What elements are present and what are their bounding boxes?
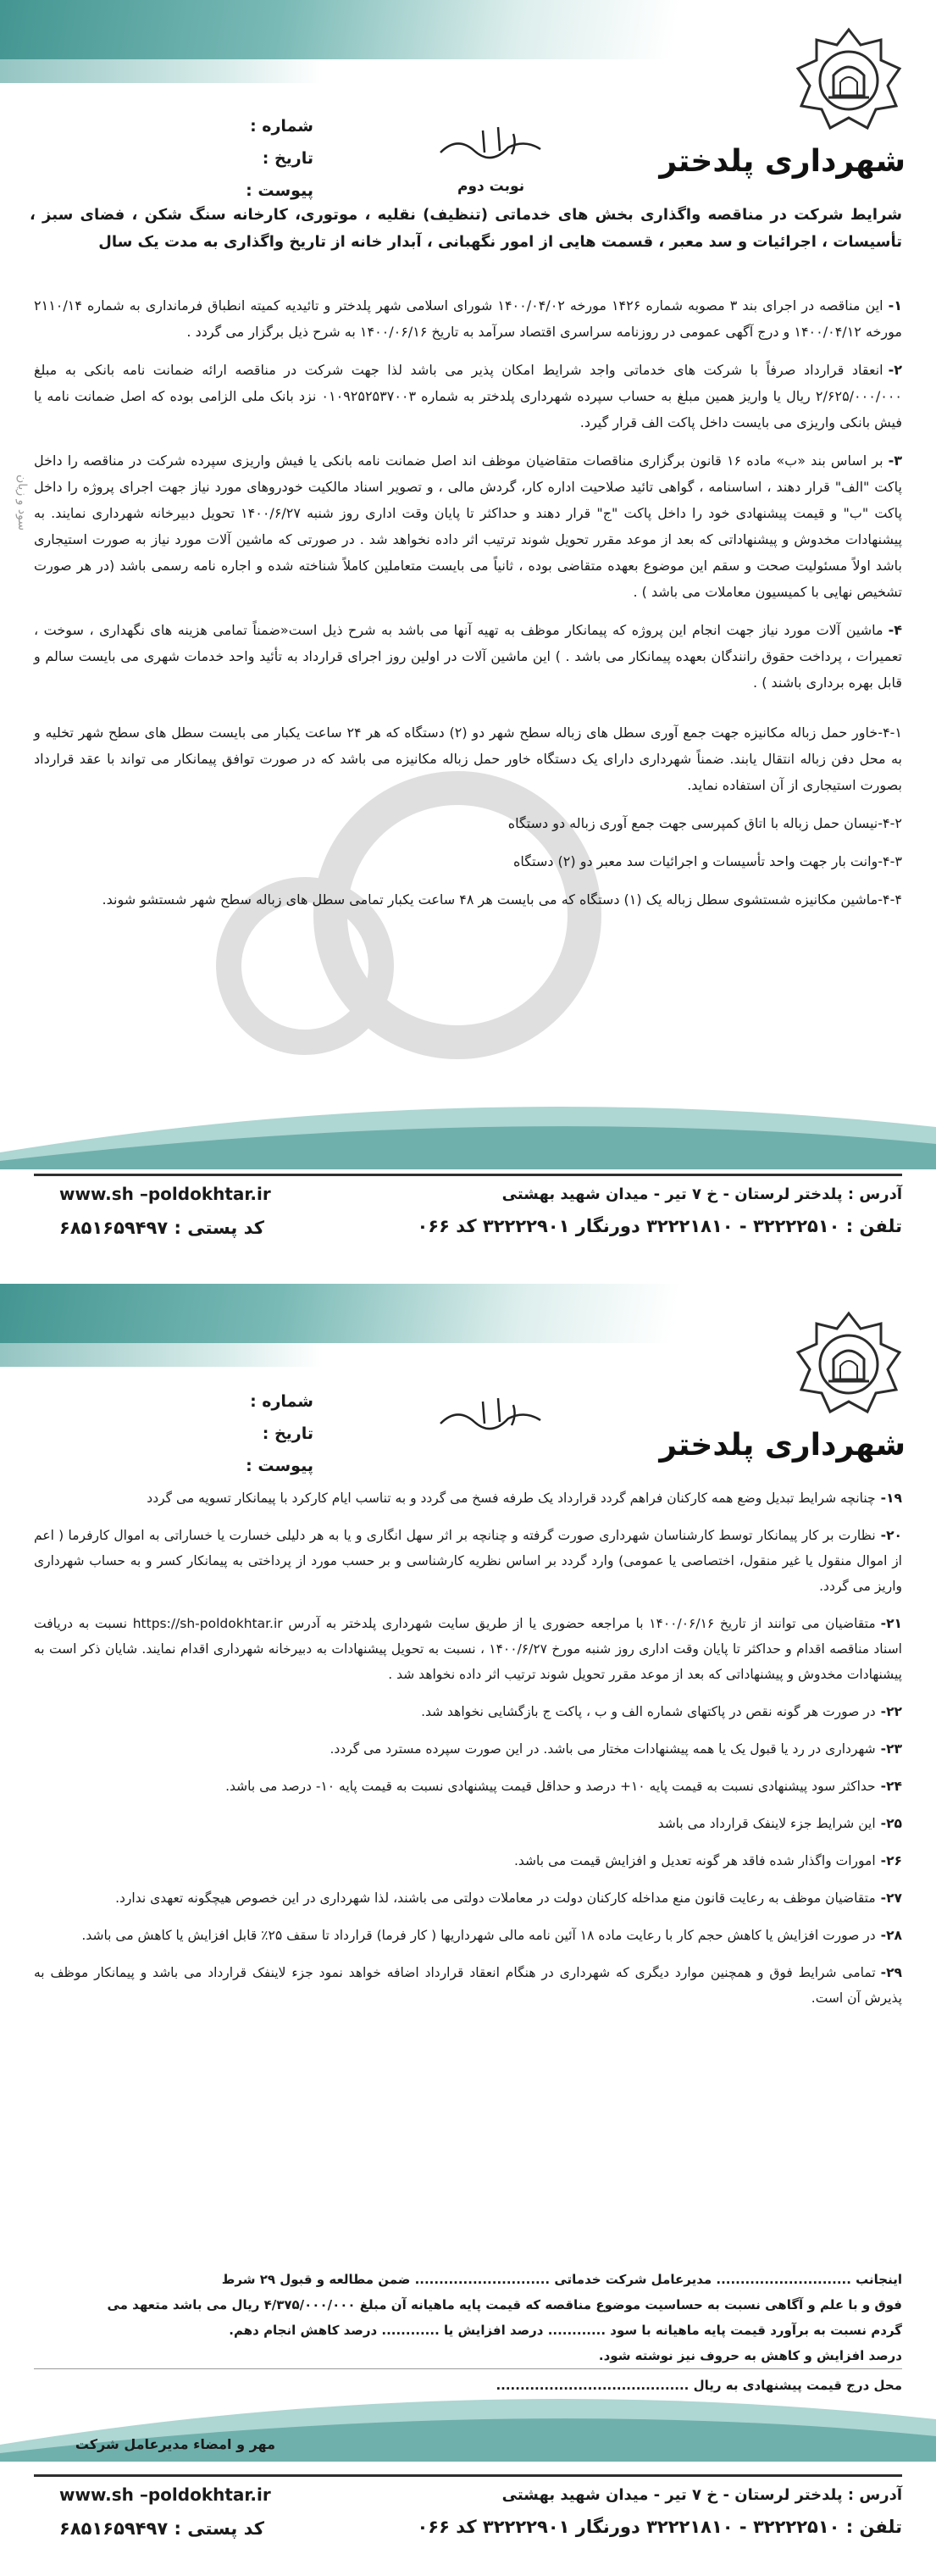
header-band-accent — [0, 1343, 322, 1367]
clause: ۴-ماشین آلات مورد نیاز جهت انجام این پروژه که پیمانکار موظف به تهیه آنها می باشد به شرح ذیل است«ضمناً تمامی هزینه های نگهداری ، سوخت ، تعمیرات ، پرداخت حقوق رانندگان بعهده پیمانکار می باشد . ) این ماشین آلات در اولین روز اجرای قرارداد به تأئید واحد خدمات شهری می بایست سالم و قابل بهره برداری باشند ) . — [34, 622, 902, 691]
org-name: شهرداری پلدختر — [659, 144, 906, 179]
clause: ۲۰-نظارت بر کار پیمانکار توسط کارشناسان شهرداری صورت گرفته و چنانچه بر اثر سهل انگاری و یا به هر دلیلی خسارت یا خساراتی به اموال کارفرما ( اعم از اموال منقول یا غیر منقول، اختصاصی یا عمومی) وارد گردد بر اساس نظریه کارشناسی و بر حسب مورد از پرداختی به پیمانکار کسر و به حساب شهرداری واریز می گردد. — [34, 1528, 902, 1594]
clause: ۲۵-این شرایط جزء لاینفک قرارداد می باشد — [657, 1816, 902, 1831]
attachment-label: پیوست : — [246, 181, 313, 200]
sub-clause: ۴-۳-وانت بار جهت واحد تأسیسات و اجرائیات سد معبر دو (۲) دستگاه — [513, 853, 902, 869]
sub-clause: ۴-۱-خاور حمل زباله مکانیزه جهت جمع آوری سطل های زباله سطح شهر دو (۲) دستگاه که هر ۲۴ ساعت یکبار می بایست سطل های سطح شهر تخلیه و به محل دفن زباله انتقال یابند. ضمناً شهرداری دارای یک دستگاه خاور حمل زباله مکانیزه می باشد که در صورت توافق پیمانکار می تواند با عقد قرارداد بصورت استیجاری از آن استفاده نماید. — [34, 724, 903, 793]
clause: ۲۸-در صورت افزایش یا کاهش حجم کار با رعایت ماده ۱۸ آئین نامه مالی شهرداریها ( کار فرما) قرارداد تا سقف ۲۵٪ قابل افزایش یا کاهش می باشد. — [81, 1928, 902, 1943]
clause: ۲۷-متقاضیان موظف به رعایت قانون منع مداخله کارکنان دولت در معاملات دولتی می باشند، لذا شهرداری در این خصوص هیچگونه تعهدی ندارد. — [115, 1890, 902, 1906]
org-name: شهرداری پلدختر — [659, 1428, 906, 1463]
footer — [0, 1174, 936, 1267]
footer — [0, 2474, 936, 2568]
clause: ۲۱-متقاضیان می توانند از تاریخ ۱۴۰۰/۰۶/۱۶ با مراجعه حضوری یا از طریق سایت شهرداری پلدختر به آدرس https://sh-poldokhtar.ir نسبت به دریافت اسناد مناقصه اقدام و حداکثر تا پایان وقت اداری روز شنبه مورخ ۱۴۰۰/۶/۲۷ ، نسبت به تحویل پیشنهادات به دبیرخانه شهرداری اقدام نمایند. شایان ذکر است به پیشنهادات مخدوش و پیشنهاداتی که بعد از موعد مقرر تحویل شوند ترتیب اثر داده نخواهد شد . — [34, 1616, 903, 1682]
clause: ۲۲-در صورت هر گونه نقص در پاکتهای شماره الف و ب ، پاکت ج بازگشایی نخواهد شد. — [421, 1704, 902, 1719]
number-label: شماره : — [250, 117, 313, 136]
clause: ۱۹-چنانچه شرایط تبدیل وضع همه کارکنان فراهم گردد قرارداد یک طرفه فسخ می گردد و به تناسب ایام کارکرد با پیمانکار تسویه می گردد — [147, 1491, 902, 1506]
footer-address: آدرس : پلدختر لرستان - خ ۷ تیر - میدان شهید بهشتی — [501, 1185, 902, 1203]
proposed-price-line: محل درج قیمت پیشنهادی به ریال ........................................ — [496, 2378, 902, 2393]
clause: ۱-این مناقصه در اجرای بند ۳ مصوبه شماره ۱۴۲۶ مورخه ۱۴۰۰/۰۴/۰۲ شورای اسلامی شهر پلدختر و تائیدیه کمیته انطباق فرمانداری به شماره ۲۱۱۰/۱۴ مورخه ۱۴۰۰/۰۴/۱۲ و درج آگهی عمومی در روزنامه سراسری اقتصاد سرآمد به تاریخ ۱۴۰۰/۰۶/۱۶ به شرح ذیل برگزار می گردد . — [34, 297, 903, 340]
clauses-page-1 — [34, 292, 902, 924]
document-page-2 — [0, 1284, 936, 2576]
footer-swoosh — [0, 1093, 936, 1169]
footer-website[interactable]: www.sh –poldokhtar.ir — [59, 2484, 271, 2505]
tender-title: شرایط شرکت در مناقصه واگذاری بخش های خدماتی (تنظیف) نقلیه ، موتوری، کارخانه سنگ شکن ، فضای سبز ، تأسیسات ، اجرائیات و سد معبر ، قسمت هایی از امور نگهبانی ، آبدار خانه از تاریخ واگذاری به مدت یک سال — [30, 206, 902, 251]
acceptance-line: درصد افزایش و کاهش به حروف نیز نوشته شود. — [34, 2343, 902, 2369]
attachment-label: پیوست : — [246, 1457, 313, 1475]
acceptance-block — [34, 2267, 902, 2398]
footer-website[interactable]: www.sh –poldokhtar.ir — [59, 1184, 271, 1204]
municipality-logo-icon — [794, 1309, 904, 1419]
round-label: نوبت دوم — [457, 178, 525, 195]
sub-clause: ۴-۴-ماشین مکانیزه شستشوی سطل زباله یک (۱) دستگاه که می بایست هر ۴۸ ساعت یکبار تمامی سطل های زباله سطح شهر شستشو شوند. — [102, 891, 902, 908]
clause: ۲۶-امورات واگذار شده فاقد هر گونه تعدیل و افزایش قیمت می باشد. — [513, 1853, 902, 1868]
acceptance-line: اینجانب ............................ مدیرعامل شرکت خدماتی ............................ ضمن مطالعه و قبول ۲۹ شرط — [221, 2272, 902, 2287]
municipality-logo-icon — [794, 25, 904, 136]
clause: ۲۳-شهرداری در رد یا قبول یک یا همه پیشنهادات مختار می باشد. در این صورت سپرده مسترد می گردد. — [330, 1741, 902, 1757]
header-band-accent — [0, 59, 322, 83]
footer-divider — [34, 1174, 902, 1176]
letter-meta — [195, 1385, 313, 1482]
footer-postal-code: کد پستی : ۶۸۵۱۶۵۹۴۹۷ — [59, 1218, 264, 1238]
acceptance-line: فوق و با علم و آگاهی نسبت به حساسیت موضوع مناقصه که قیمت پایه ماهیانه آن مبلغ ۴/۳۷۵/۰۰۰/۰۰۰ ریال می باشد متعهد می — [107, 2297, 902, 2312]
date-label: تاریخ : — [262, 149, 313, 168]
signature-label: مهر و امضاء مدیرعامل شرکت — [75, 2436, 275, 2452]
date-label: تاریخ : — [262, 1424, 313, 1443]
footer-phone: تلفن : ۳۲۲۲۲۵۱۰ - ۳۲۲۲۱۸۱۰ دورنگار ۳۲۲۲۲۹۰۱ کد ۰۶۶ — [417, 2517, 902, 2537]
basmala-calligraphy — [432, 1390, 551, 1441]
clauses-page-2 — [34, 1485, 902, 2023]
footer-phone: تلفن : ۳۲۲۲۲۵۱۰ - ۳۲۲۲۱۸۱۰ دورنگار ۳۲۲۲۲۹۰۱ کد ۰۶۶ — [417, 1216, 902, 1236]
document-page-1 — [0, 0, 936, 1271]
letter-meta — [195, 110, 313, 207]
sub-clause: ۴-۲-نیسان حمل زباله با اتاق کمپرسی جهت جمع آوری زباله دو دستگاه — [507, 815, 902, 831]
footer-divider — [34, 2474, 902, 2477]
clause: ۲۹-تمامی شرایط فوق و همچنین موارد دیگری که شهرداری در هنگام انعقاد قرارداد اضافه خواهد نمود جزء لاینفک قرارداد می باشد و پیمانکار موظف به پذیرش آن است. — [34, 1965, 902, 2006]
clause: ۳-بر اساس بند «ب» ماده ۱۶ قانون برگزاری مناقصات متقاضیان موظف اند اصل ضمانت نامه بانکی یا فیش واریزی سپرده شرکت در مناقصه را داخل پاکت "الف" قرار دهند ، اساسنامه ، گواهی تائید صلاحیت اداره کار، گردش مالی ، و تصویر اسناد مالکیت خودروهای مورد نیاز جهت اجرای پروژه را داخل پاکت "ب" و قیمت پیشنهادی خود را داخل پاکت "ج" قرار دهند و حداکثر تا پایان وقت اداری روز شنبه ۱۴۰۰/۶/۲۷ تحویل دبیرخانه شهرداری نمایند. به پیشنهادات مخدوش و پیشنهاداتی که بعد از موعد مقرر تحویل شوند ترتیب اثر داده نخواهد شد . در صورتی که ماشین آلات مورد نیاز به صورت استیجاری باشد اولاً مسئولیت صحت و سقم این موضوع بعهده متقاضی بوده ، ثانیاً می بایست متعاملین کاملاً شناخته شده و اجاره نامه رسمی باشد (در هر صورت تشخیص نهایی با کمیسیون معاملات می باشد ) . — [34, 452, 902, 600]
number-label: شماره : — [250, 1392, 313, 1411]
clause: ۲۴-حداکثر سود پیشنهادی نسبت به قیمت پایه ۱۰+ درصد و حداقل قیمت پیشنهادی نسبت به قیمت پایه ۱۰- درصد می باشد. — [225, 1779, 902, 1794]
footer-address: آدرس : پلدختر لرستان - خ ۷ تیر - میدان شهید بهشتی — [501, 2486, 902, 2504]
clause: ۲-انعقاد قرارداد صرفاً با شرکت های خدماتی واجد شرایط امکان پذیر می باشد لذا جهت شرکت در مناقصه ارائه ضمانت نامه بانکی به مبلغ ۲/۶۲۵/۰۰۰/۰۰۰ ریال یا واریز همین مبلغ به حساب سپرده شهرداری پلدختر به شماره ۰۱۰۹۲۵۲۵۳۷۰۰۳ نزد بانک ملی الزامی بوده که اصل ضمانت نامه یا فیش بانکی واریزی می بایست داخل پاکت الف قرار گیرد. — [34, 362, 902, 430]
basmala-calligraphy — [432, 119, 551, 169]
margin-note: سود و زیان — [15, 475, 29, 531]
footer-postal-code: کد پستی : ۶۸۵۱۶۵۹۴۹۷ — [59, 2518, 264, 2539]
acceptance-line: گردم نسبت به برآورد قیمت پایه ماهیانه با سود ............ درصد افزایش یا ............ درصد کاهش انجام دهم. — [229, 2323, 902, 2338]
